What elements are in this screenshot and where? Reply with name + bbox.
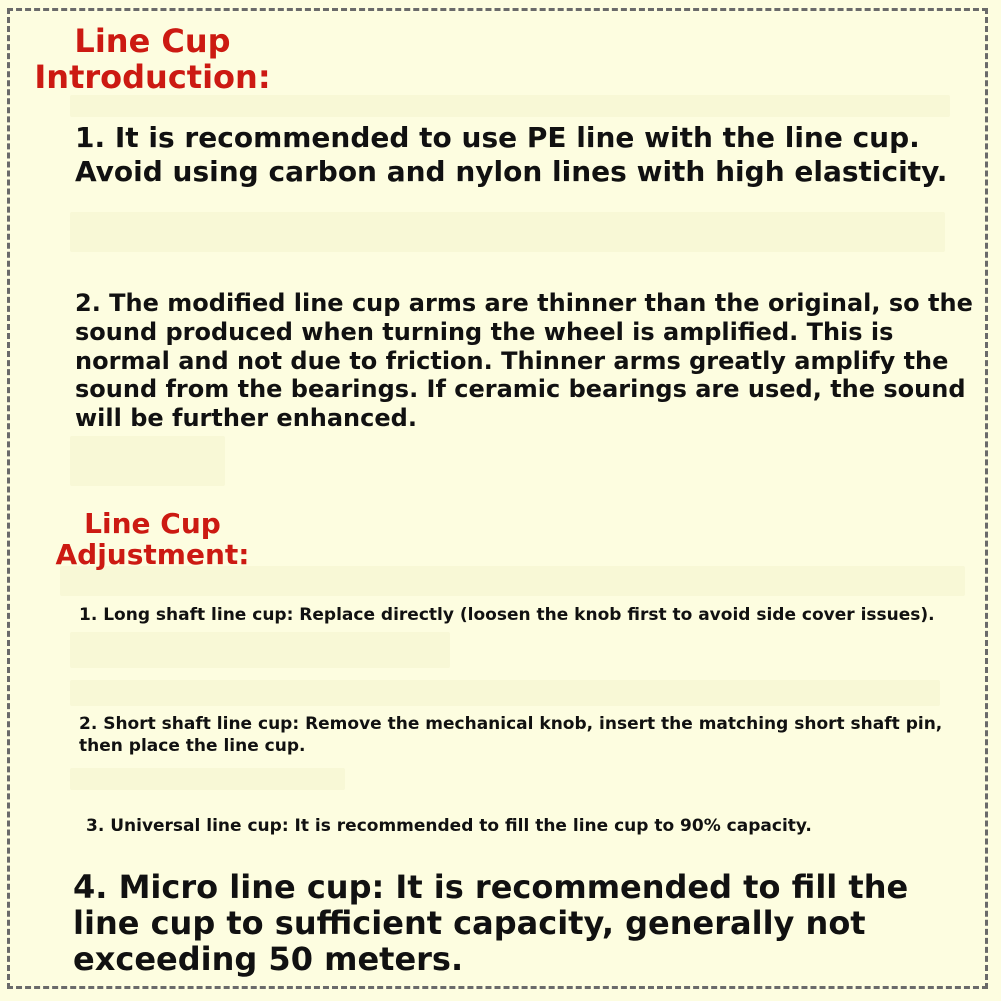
introduction-heading [30, 24, 275, 96]
adjustment-point-2: 2. Short shaft line cup: Remove the mechanical knob, insert the matching short shaft pin, then place the line cup. [79, 714, 943, 757]
background-patch [70, 632, 450, 668]
background-patch [70, 95, 950, 117]
background-patch [70, 680, 940, 706]
adjustment-point-4: 4. Micro line cup: It is recommended to fill the line cup to sufficient capacity, generally not exceeding 50 meters. [73, 868, 909, 979]
adjustment-point-3: 3. Universal line cup: It is recommended to fill the line cup to 90% capacity. [86, 816, 812, 836]
background-patch [70, 768, 345, 790]
introduction-heading-line2: Introduction: [34, 57, 271, 96]
adjustment-point-1: 1. Long shaft line cup: Replace directly (loosen the knob first to avoid side cover issues). [79, 605, 935, 625]
introduction-point-2: 2. The modified line cup arms are thinner than the original, so the sound produced when turning the wheel is amplified. This is normal and not due to friction. Thinner arms greatly amplify the sound from the bearings. If ceramic bearings are used, the sound will be further enhanced. [75, 289, 973, 433]
adjustment-heading-line1: Line Cup [84, 507, 221, 540]
introduction-heading-line1: Line Cup [74, 22, 231, 60]
adjustment-heading [50, 508, 255, 571]
background-patch [70, 436, 225, 486]
background-patch [70, 212, 945, 252]
introduction-point-1: 1. It is recommended to use PE line with the line cup. Avoid using carbon and nylon lines with high elasticity. [75, 121, 948, 188]
adjustment-heading-line2: Adjustment: [55, 538, 250, 572]
